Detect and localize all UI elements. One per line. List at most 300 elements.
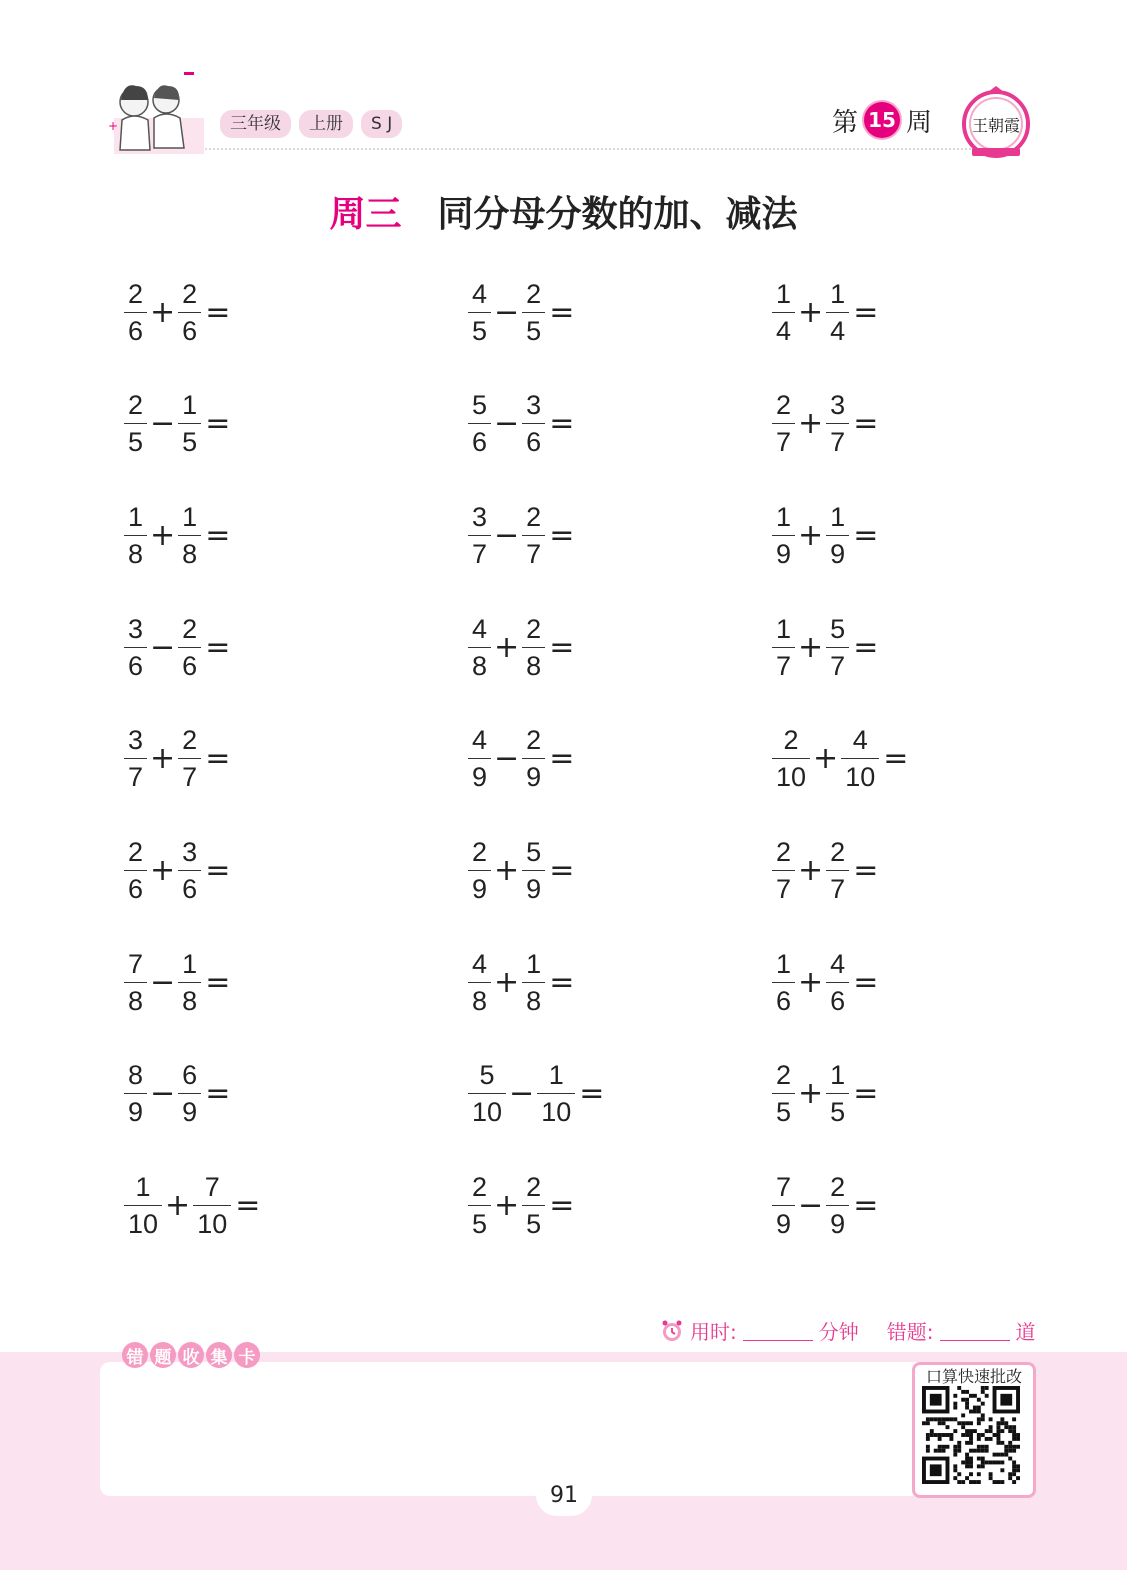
- equals-sign: =: [853, 853, 879, 888]
- denominator: 9: [472, 874, 488, 904]
- denominator: 7: [182, 762, 198, 793]
- numerator: 7: [128, 948, 144, 979]
- numerator: 1: [830, 278, 846, 309]
- denominator: 8: [472, 650, 488, 681]
- denominator: 6: [128, 650, 144, 681]
- denominator: 4: [776, 315, 792, 346]
- alarm-clock-icon: [660, 1319, 684, 1343]
- errors-unit: 道: [1015, 1320, 1036, 1344]
- numerator: 1: [776, 501, 792, 532]
- fraction-bar: [522, 647, 545, 648]
- first-fraction: [468, 613, 491, 682]
- operator: +: [150, 294, 176, 330]
- second-fraction: [522, 278, 545, 347]
- fraction-bar: [124, 423, 147, 424]
- fraction-bar: [522, 423, 545, 424]
- numerator: 4: [472, 948, 488, 979]
- numerator: 3: [128, 725, 144, 756]
- denominator: 9: [526, 762, 542, 793]
- first-fraction: [772, 948, 795, 1017]
- second-fraction: [522, 948, 545, 1017]
- equals-sign: =: [853, 1188, 879, 1224]
- numerator: 1: [776, 948, 792, 979]
- numerator: 1: [182, 501, 198, 532]
- first-fraction: [468, 1059, 506, 1128]
- fraction-problem: [468, 495, 574, 575]
- fraction-bar: [178, 870, 201, 871]
- time-label: 用时:: [690, 1320, 737, 1344]
- second-fraction: [522, 501, 545, 570]
- second-fraction: [841, 724, 879, 793]
- operator: +: [798, 964, 824, 1000]
- fraction-problem: [772, 942, 878, 1022]
- second-fraction: [826, 1171, 849, 1240]
- first-fraction: [468, 1171, 491, 1240]
- first-fraction: [468, 501, 491, 570]
- equals-sign: =: [853, 964, 879, 1000]
- numerator: 8: [128, 1060, 144, 1091]
- numerator: 1: [776, 613, 792, 644]
- numerator: 5: [830, 613, 846, 644]
- first-fraction: [124, 948, 147, 1017]
- second-fraction: [522, 836, 545, 905]
- fraction-problem: [468, 384, 574, 464]
- equals-sign: =: [853, 294, 879, 330]
- numerator: 2: [830, 837, 846, 867]
- fraction-problem: [772, 495, 878, 575]
- first-fraction: [468, 948, 491, 1017]
- denominator: 9: [776, 538, 792, 569]
- fraction-problem: [124, 1054, 230, 1134]
- denominator: 6: [776, 985, 792, 1016]
- equals-sign: =: [549, 294, 575, 330]
- denominator: 9: [128, 1097, 144, 1128]
- fraction-problem: [124, 272, 230, 352]
- denominator: 5: [526, 315, 542, 346]
- operator: +: [150, 517, 176, 553]
- second-fraction: [826, 278, 849, 347]
- equals-sign: =: [205, 964, 231, 1000]
- equals-sign: =: [549, 1188, 575, 1224]
- numerator: 4: [472, 725, 488, 756]
- operator: +: [798, 294, 824, 330]
- second-fraction: [522, 724, 545, 793]
- card-title-char: 收: [178, 1342, 204, 1368]
- numerator: 2: [783, 725, 799, 756]
- second-fraction: [826, 389, 849, 458]
- numerator: 5: [472, 390, 488, 421]
- numerator: 1: [776, 278, 792, 309]
- fraction-bar: [772, 312, 795, 313]
- denominator: 10: [845, 762, 876, 793]
- numerator: 5: [479, 1060, 495, 1091]
- equals-sign: =: [853, 406, 879, 442]
- denominator: 7: [830, 427, 846, 458]
- first-fraction: [124, 1171, 162, 1240]
- fraction-bar: [772, 982, 795, 983]
- errors-blank[interactable]: [940, 1320, 1010, 1341]
- card-title-char: 卡: [234, 1342, 260, 1368]
- fraction-problem: [468, 831, 574, 911]
- denominator: 6: [128, 874, 144, 904]
- numerator: 3: [526, 390, 542, 421]
- operator: +: [798, 853, 824, 888]
- numerator: 1: [135, 1172, 151, 1203]
- qr-code-icon[interactable]: [922, 1386, 1020, 1484]
- denominator: 6: [182, 650, 198, 681]
- fraction-problem: [468, 272, 574, 352]
- numerator: 2: [182, 725, 198, 756]
- first-fraction: [468, 389, 491, 458]
- fraction-problem: [468, 719, 574, 799]
- fraction-problem: [772, 1166, 878, 1246]
- brand-seal: [958, 84, 1034, 160]
- denominator: 5: [472, 315, 488, 346]
- fraction-bar: [826, 423, 849, 424]
- fraction-bar: [522, 758, 545, 759]
- second-fraction: [178, 836, 201, 905]
- first-fraction: [124, 724, 147, 793]
- numerator: 3: [182, 837, 198, 867]
- fraction-bar: [522, 982, 545, 983]
- operator: −: [509, 1076, 535, 1112]
- fraction-problem: [124, 495, 230, 575]
- timing-record: [660, 1316, 1036, 1345]
- operator: +: [494, 853, 520, 888]
- numerator: 3: [472, 501, 488, 532]
- numerator: 2: [526, 278, 542, 309]
- operator: +: [150, 741, 176, 777]
- qr-label: 口算快速批改: [925, 1367, 1022, 1386]
- numerator: 2: [182, 613, 198, 644]
- denominator: 7: [128, 762, 144, 793]
- week-indicator: [832, 98, 932, 142]
- operator: −: [150, 406, 176, 442]
- fraction-bar: [537, 1093, 575, 1094]
- equals-sign: =: [205, 406, 231, 442]
- denominator: 10: [197, 1209, 228, 1240]
- operator: +: [165, 1188, 191, 1224]
- numerator: 2: [128, 390, 144, 421]
- denominator: 9: [830, 1209, 846, 1240]
- equals-sign: =: [549, 629, 575, 665]
- second-fraction: [178, 724, 201, 793]
- first-fraction: [772, 724, 810, 793]
- fraction-bar: [826, 870, 849, 871]
- denominator: 10: [776, 762, 807, 793]
- seal-text: 王朝霞: [971, 116, 1021, 135]
- numerator: 3: [830, 390, 846, 421]
- first-fraction: [772, 613, 795, 682]
- first-fraction: [772, 1171, 795, 1240]
- fraction-problem: [124, 942, 230, 1022]
- equals-sign: =: [205, 294, 231, 330]
- numerator: 4: [472, 278, 488, 309]
- second-fraction: [178, 1059, 201, 1128]
- operator: +: [798, 517, 824, 553]
- second-fraction: [826, 836, 849, 905]
- fraction-problem: [772, 607, 878, 687]
- equals-sign: =: [205, 853, 231, 888]
- first-fraction: [468, 836, 491, 905]
- denominator: 6: [128, 315, 144, 346]
- numerator: 4: [472, 613, 488, 644]
- numerator: 1: [526, 948, 542, 979]
- first-fraction: [124, 278, 147, 347]
- second-fraction: [826, 948, 849, 1017]
- equals-sign: =: [549, 741, 575, 777]
- numerator: 2: [472, 837, 488, 867]
- denominator: 7: [526, 538, 542, 569]
- fraction-bar: [124, 647, 147, 648]
- week-prefix: 第: [832, 107, 859, 138]
- fraction-problem: [124, 607, 230, 687]
- grade-tags: [220, 110, 402, 138]
- fraction-bar: [826, 1093, 849, 1094]
- denominator: 9: [182, 1097, 198, 1128]
- fraction-bar: [826, 982, 849, 983]
- operator: +: [813, 741, 839, 777]
- first-fraction: [468, 278, 491, 347]
- fraction-bar: [124, 870, 147, 871]
- week-number-badge: 15: [864, 102, 900, 138]
- operator: +: [494, 1188, 520, 1224]
- second-fraction: [178, 613, 201, 682]
- denominator: 5: [830, 1097, 846, 1128]
- fraction-bar: [468, 982, 491, 983]
- operator: −: [798, 1188, 824, 1224]
- numerator: 2: [526, 1172, 542, 1203]
- equals-sign: =: [205, 517, 231, 553]
- fraction-bar: [772, 535, 795, 536]
- operator: −: [494, 294, 520, 330]
- operator: +: [494, 964, 520, 1000]
- fraction-problem: [468, 1054, 604, 1134]
- fraction-bar: [826, 647, 849, 648]
- numerator: 4: [830, 948, 846, 979]
- denominator: 4: [830, 315, 846, 346]
- numerator: 1: [182, 948, 198, 979]
- equals-sign: =: [883, 741, 909, 777]
- fraction-bar: [772, 1205, 795, 1206]
- denominator: 7: [776, 427, 792, 458]
- fraction-bar: [468, 758, 491, 759]
- numerator: 5: [526, 837, 542, 867]
- denominator: 5: [128, 427, 144, 458]
- numerator: 4: [852, 725, 868, 756]
- numerator: 3: [128, 613, 144, 644]
- svg-text:+: +: [108, 119, 119, 133]
- fraction-bar: [772, 647, 795, 648]
- denominator: 5: [182, 427, 198, 458]
- operator: +: [150, 853, 176, 888]
- equals-sign: =: [235, 1188, 261, 1224]
- second-fraction: [178, 389, 201, 458]
- denominator: 6: [182, 874, 198, 904]
- operator: −: [150, 1076, 176, 1112]
- denominator: 9: [526, 874, 542, 904]
- time-blank[interactable]: [743, 1320, 813, 1341]
- numerator: 1: [830, 501, 846, 532]
- second-fraction: [522, 389, 545, 458]
- first-fraction: [772, 278, 795, 347]
- denominator: 5: [776, 1097, 792, 1128]
- second-fraction: [826, 1059, 849, 1128]
- page-title: [0, 186, 1127, 237]
- equals-sign: =: [853, 1076, 879, 1112]
- denominator: 7: [776, 874, 792, 904]
- denominator: 7: [776, 650, 792, 681]
- denominator: 6: [526, 427, 542, 458]
- numerator: 2: [128, 837, 144, 867]
- numerator: 2: [776, 390, 792, 421]
- second-fraction: [522, 1171, 545, 1240]
- first-fraction: [124, 1059, 147, 1128]
- first-fraction: [772, 389, 795, 458]
- numerator: 7: [204, 1172, 220, 1203]
- numerator: 2: [526, 613, 542, 644]
- operator: −: [494, 517, 520, 553]
- second-fraction: [826, 501, 849, 570]
- second-fraction: [193, 1171, 231, 1240]
- denominator: 10: [541, 1097, 572, 1128]
- fraction-problem: [468, 942, 574, 1022]
- kids-illustration: [104, 70, 214, 158]
- fraction-bar: [193, 1205, 231, 1206]
- second-fraction: [522, 613, 545, 682]
- denominator: 6: [830, 985, 846, 1016]
- fraction-bar: [772, 1093, 795, 1094]
- volume-tag: 上册: [299, 110, 353, 138]
- fraction-problem: [772, 1054, 878, 1134]
- fraction-bar: [468, 1093, 506, 1094]
- fraction-bar: [178, 982, 201, 983]
- fraction-bar: [178, 423, 201, 424]
- second-fraction: [178, 501, 201, 570]
- numerator: 2: [182, 278, 198, 309]
- card-title-char: 集: [206, 1342, 232, 1368]
- second-fraction: [537, 1059, 575, 1128]
- denominator: 8: [526, 985, 542, 1016]
- fraction-bar: [468, 1205, 491, 1206]
- denominator: 8: [128, 985, 144, 1016]
- equals-sign: =: [205, 741, 231, 777]
- operator: +: [798, 629, 824, 665]
- second-fraction: [178, 278, 201, 347]
- card-title-char: 题: [150, 1342, 176, 1368]
- denominator: 10: [128, 1209, 159, 1240]
- second-fraction: [178, 948, 201, 1017]
- first-fraction: [772, 501, 795, 570]
- equals-sign: =: [205, 1076, 231, 1112]
- denominator: 7: [830, 650, 846, 681]
- denominator: 6: [472, 427, 488, 458]
- fraction-bar: [522, 1205, 545, 1206]
- fraction-bar: [468, 535, 491, 536]
- fraction-problem: [124, 831, 230, 911]
- fraction-bar: [178, 535, 201, 536]
- numerator: 1: [830, 1060, 846, 1091]
- fraction-bar: [772, 758, 810, 759]
- numerator: 2: [776, 837, 792, 867]
- denominator: 5: [472, 1209, 488, 1240]
- fraction-bar: [826, 312, 849, 313]
- equals-sign: =: [549, 406, 575, 442]
- grade-tag: 三年级: [220, 110, 291, 138]
- numerator: 7: [776, 1172, 792, 1203]
- second-fraction: [826, 613, 849, 682]
- denominator: 7: [472, 538, 488, 569]
- numerator: 6: [182, 1060, 198, 1091]
- fraction-problem: [124, 384, 230, 464]
- header-divider: [205, 148, 975, 150]
- operator: −: [494, 406, 520, 442]
- fraction-bar: [522, 312, 545, 313]
- numerator: 1: [548, 1060, 564, 1091]
- fraction-bar: [468, 423, 491, 424]
- equals-sign: =: [549, 964, 575, 1000]
- page-number: 91: [536, 1474, 592, 1516]
- fraction-bar: [522, 535, 545, 536]
- fraction-bar: [178, 758, 201, 759]
- denominator: 8: [526, 650, 542, 681]
- denominator: 5: [526, 1209, 542, 1240]
- fraction-problem: [772, 831, 878, 911]
- operator: +: [798, 1076, 824, 1112]
- first-fraction: [124, 501, 147, 570]
- first-fraction: [468, 724, 491, 793]
- operator: −: [150, 629, 176, 665]
- fraction-problem: [772, 272, 878, 352]
- numerator: 2: [472, 1172, 488, 1203]
- fraction-bar: [124, 312, 147, 313]
- fraction-bar: [522, 870, 545, 871]
- fraction-bar: [841, 758, 879, 759]
- equals-sign: =: [549, 517, 575, 553]
- fraction-bar: [124, 1205, 162, 1206]
- fraction-problem: [468, 1166, 574, 1246]
- fraction-bar: [826, 535, 849, 536]
- week-suffix: 周: [906, 107, 933, 138]
- equals-sign: =: [205, 629, 231, 665]
- fraction-problem: [124, 1166, 260, 1246]
- fraction-bar: [124, 758, 147, 759]
- fraction-problem: [468, 607, 574, 687]
- numerator: 2: [128, 278, 144, 309]
- fraction-bar: [124, 535, 147, 536]
- denominator: 8: [472, 985, 488, 1016]
- fraction-bar: [772, 870, 795, 871]
- first-fraction: [772, 836, 795, 905]
- numerator: 1: [182, 390, 198, 421]
- denominator: 10: [472, 1097, 503, 1128]
- fraction-bar: [468, 870, 491, 871]
- numerator: 2: [776, 1060, 792, 1091]
- fraction-problem: [772, 384, 878, 464]
- operator: +: [494, 629, 520, 665]
- numerator: 2: [526, 725, 542, 756]
- fraction-bar: [124, 982, 147, 983]
- fraction-problem: [772, 719, 908, 799]
- first-fraction: [124, 836, 147, 905]
- fraction-bar: [468, 647, 491, 648]
- denominator: 7: [830, 874, 846, 904]
- first-fraction: [772, 1059, 795, 1128]
- denominator: 9: [830, 538, 846, 569]
- errors-label: 错题:: [886, 1320, 934, 1344]
- equals-sign: =: [853, 629, 879, 665]
- card-title: [122, 1342, 260, 1368]
